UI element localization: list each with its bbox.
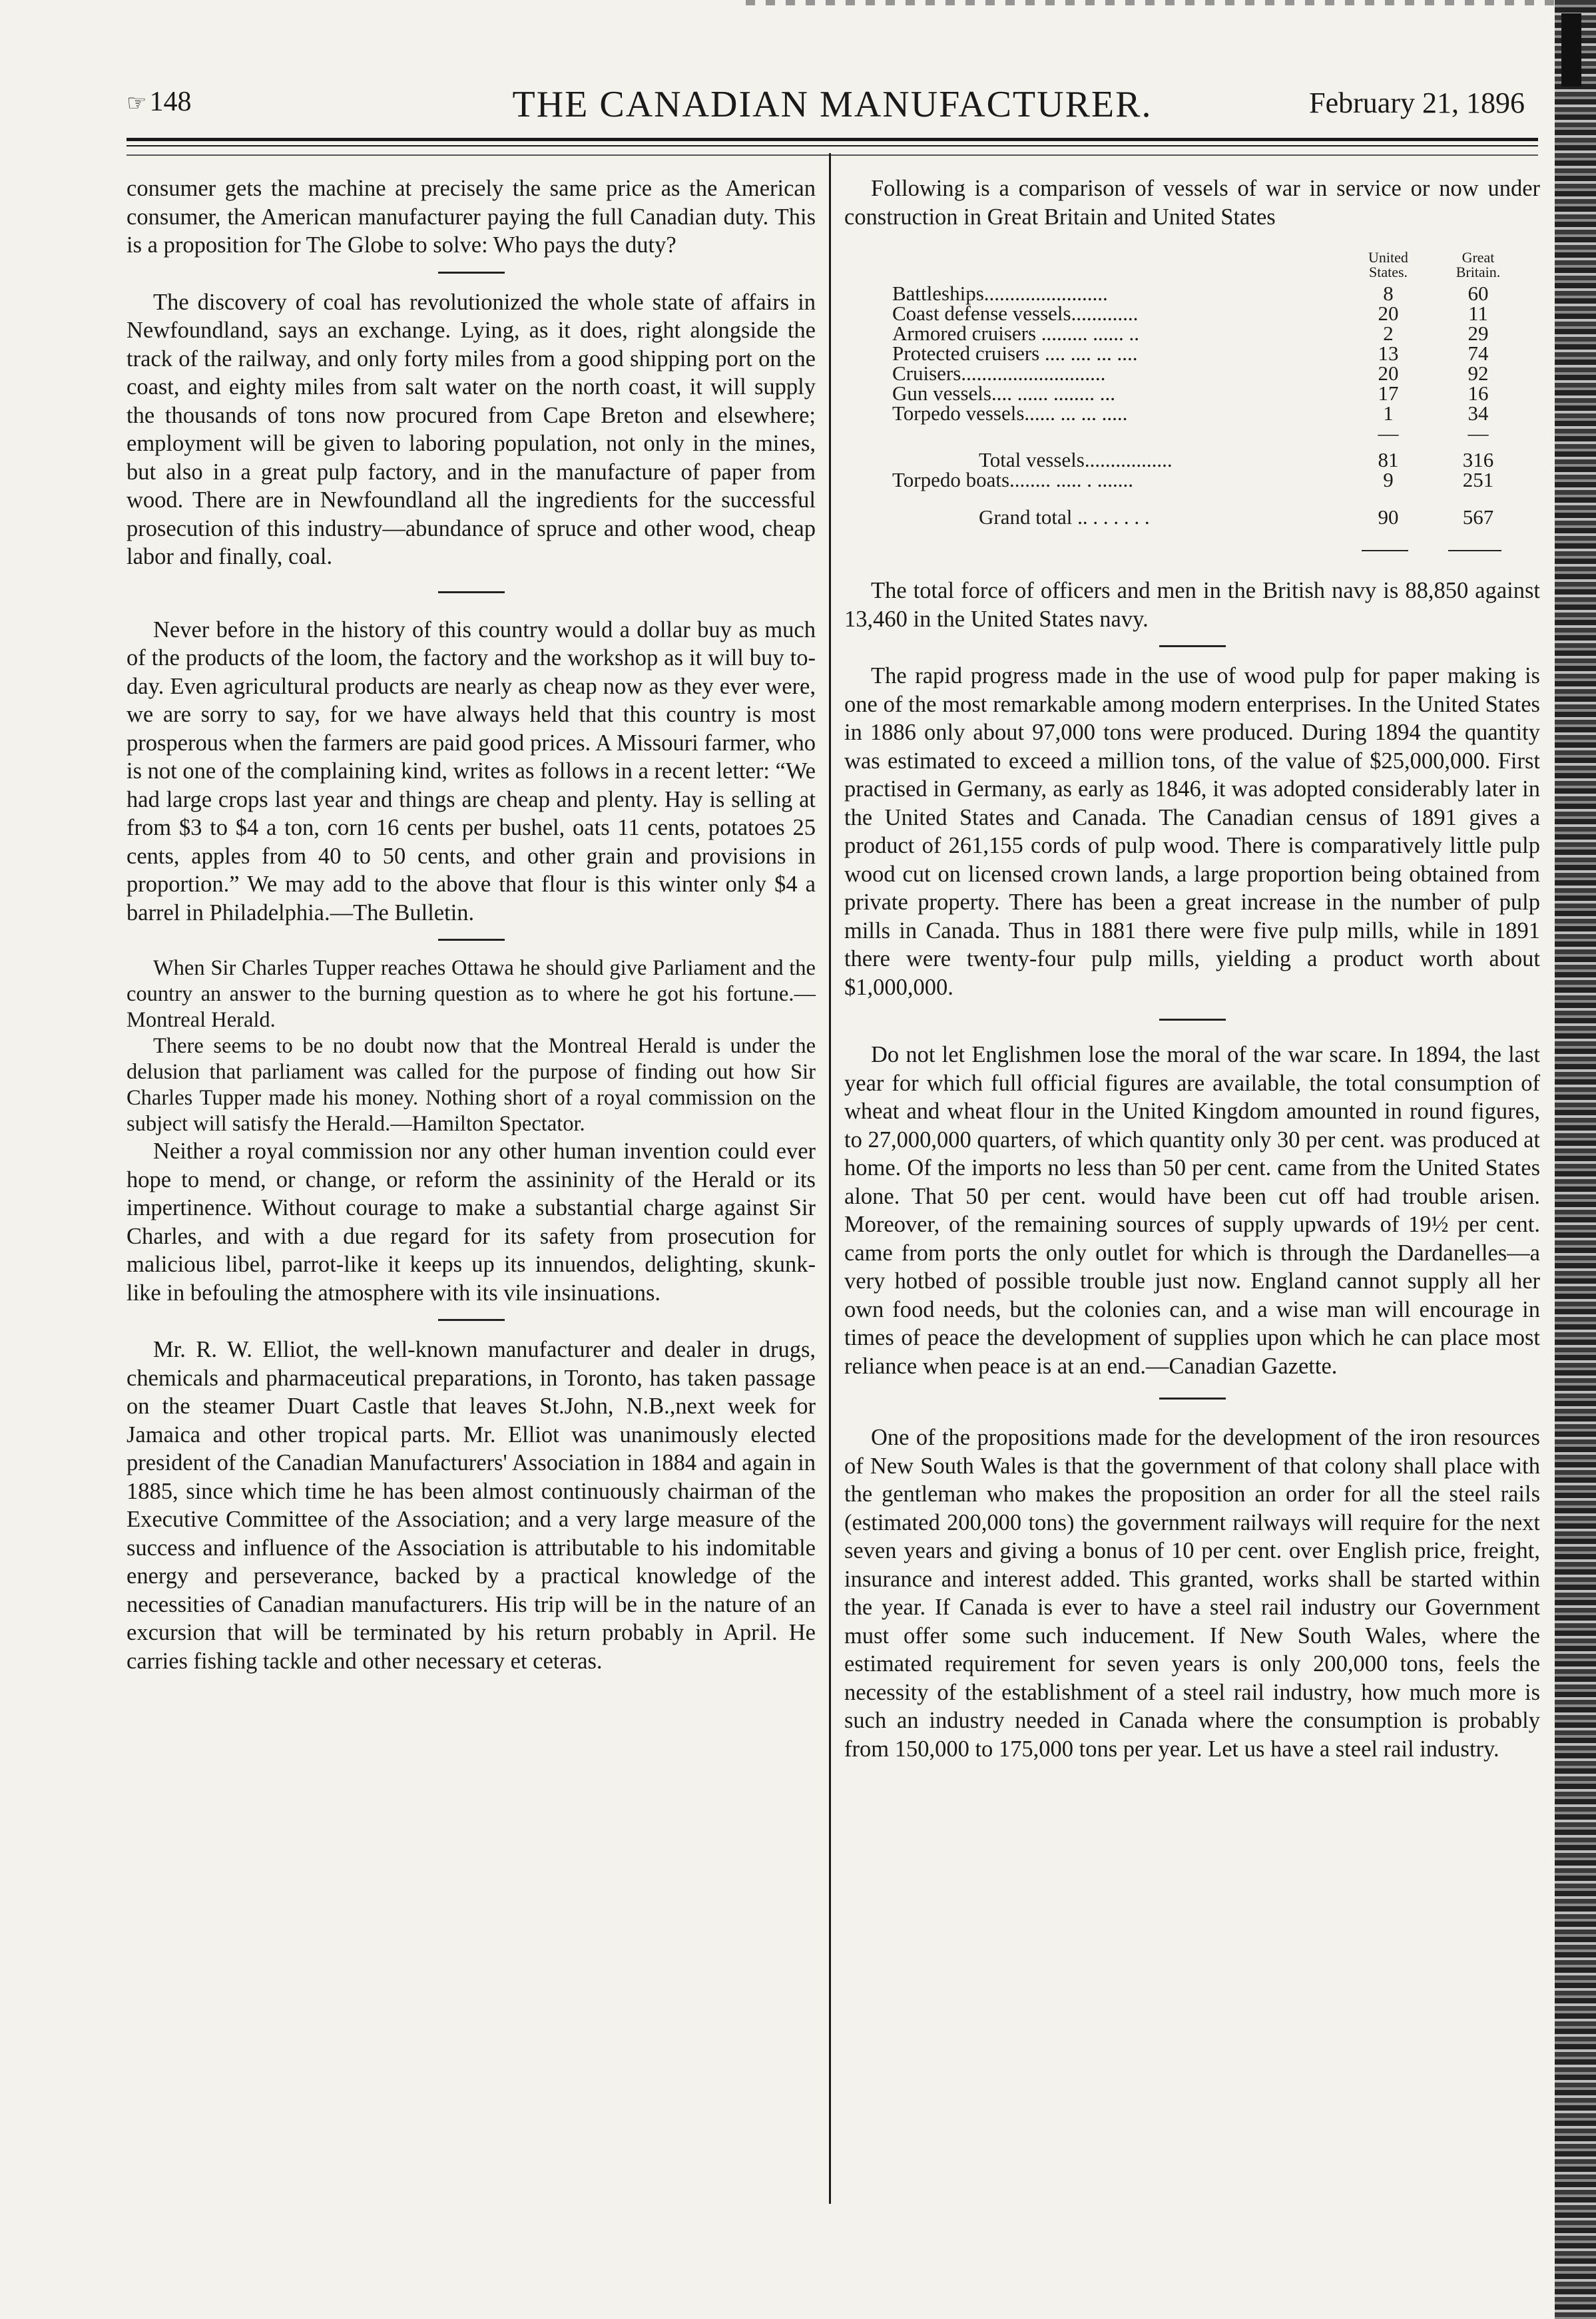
header-rule-thin-2: [127, 154, 1538, 156]
right-column-body: [844, 577, 1540, 1763]
dash-us: —: [1378, 421, 1399, 445]
table-dash-row: [892, 423, 1511, 450]
vessels-table: [892, 250, 1511, 529]
article-dollar-value: Never before in the history of this country would a dollar buy as much of the products of the loom, the factory and the workshop as it will buy to-day. Even agricultural products are nearly as cheap now as they ever were, we are sorry to say, for we have always held that this country is most prosperous when the farmers are paid good prices. A Missouri farmer, who is not one of the complaining kind, writes as follows in a recent letter: “We had large crops last year and things are cheap and plenty. Hay is selling at from $3 to $4 a ton, corn 16 cents per bushel, oats 11 cents, potatoes 25 cents, apples from 40 to 50 cents, and other grain and provisions in proportion.” We may add to the above that flour is this winter only $4 a barrel in Philadelphia.—The Bulletin.: [127, 617, 816, 925]
row-gb: 11: [1468, 302, 1488, 325]
row-gb: 92: [1467, 362, 1489, 385]
boats-us: 9: [1383, 468, 1394, 491]
column-header-gb: Great Britain.: [1456, 249, 1501, 280]
total-gb: 316: [1462, 448, 1494, 471]
table-total-row: [892, 450, 1511, 470]
row-gb: 16: [1467, 382, 1489, 405]
binding-spine-dark: [1561, 13, 1581, 87]
table-row: [892, 304, 1511, 324]
vessels-intro: Following is a comparison of vessels of war in service or now under construction in Great Britain and United States: [844, 176, 1540, 230]
article-continuation: consumer gets the machine at precisely the same price as the American consumer, the American manufacturer paying the full Canadian duty. This is a proposition for The Globe to solve: Who pays the duty?: [127, 176, 816, 258]
row-us: 1: [1383, 401, 1394, 425]
dash-gb: —: [1467, 421, 1489, 445]
row-us: 17: [1378, 382, 1399, 405]
sum-rule-gb: [1448, 550, 1501, 551]
row-us: 20: [1378, 362, 1399, 385]
table-row: [892, 324, 1511, 344]
header-rule-thin: [127, 145, 1538, 146]
column-divider: [829, 153, 831, 2204]
issue-date: February 21, 1896: [1309, 87, 1525, 119]
row-us: 2: [1383, 322, 1394, 345]
sum-rule-us: [1362, 550, 1408, 551]
article-elliot: Mr. R. W. Elliot, the well-known manufacturer and dealer in drugs, chemicals and pharmaceutical preparations, in Toronto, has taken passage on the steamer Duart Castle that leaves St.John, N.B.,next week for Jamaica and other tropical parts. Mr. Elliot was unanimously elected president of the Canadian Manufacturers' Association in 1884 and again in 1885, since which time he has been almost continuously chairman of the Executive Committee of the Association; and a very large measure of the success and influence of the Association is attributable to his indomitable energy and perseverance, backed by a practical knowledge of the necessities of Canadian manufacturers. His trip will be in the nature of an excursion that will be terminated by his return probably in April. He carries fishing tackle and other necessary et ceteras.: [127, 1337, 816, 1674]
publication-title: THE CANADIAN MANUFACTURER.: [512, 84, 1153, 125]
header-rule-thick: [127, 138, 1538, 141]
row-label: Protected cruisers .... .... ... ....: [892, 342, 1138, 365]
separator: [438, 1319, 505, 1321]
table-boats-row: [892, 470, 1511, 490]
row-gb: 60: [1467, 282, 1489, 305]
article-steel-rails: One of the propositions made for the development of the iron resources of New South Wales is that the government of that colony shall place with the gentleman who makes the proposition an order for all the steel rails (estimated 200,000 tons) the government railways will require for the next seven years and giving a bonus of 10 per cent. over English price, freight, insurance and interest added. This granted, works shall be started within the year. If Canada is ever to have a steel rail industry our Government must offer some such inducement. If New South Wales, where the estimated requirement for seven years is only 200,000 tons, feels the necessity of the establishment of a steel rail industry, how much more is such an industry needed in Canada where the consumption is probably from 150,000 to 175,000 tons per year. Let us have a steel rail industry.: [844, 1425, 1540, 1762]
table-row: [892, 384, 1511, 403]
row-label: Armored cruisers ......... ...... ..: [892, 322, 1140, 345]
separator: [1159, 1019, 1226, 1021]
column-header-us: United States.: [1368, 249, 1408, 280]
row-us: 13: [1378, 342, 1399, 365]
scan-edge-noise: [746, 0, 1558, 5]
article-wood-pulp: The rapid progress made in the use of wood pulp for paper making is one of the most remarkable among modern enterprises. In the United States in 1886 only about 97,000 tons were produced. During 1894 the quantity was estimated to exceed a million tons, of the value of $25,000,000. First practised in Germany, as early as 1846, it was adopted considerably later in the United States and Canada. The Canadian census of 1891 gives a product of 261,155 cords of pulp wood. There is comparatively little pulp wood cut on licensed crown lands, a large proportion being obtained from private property. There has been a great increase in the number of pulp mills in Canada. Thus in 1881 there were five pulp mills, while in 1891 there were twenty-four pulp mills, yielding a product worth about $1,000,000.: [844, 663, 1540, 1000]
pointing-hand-icon: ☞: [127, 91, 147, 116]
boats-gb: 251: [1462, 468, 1494, 491]
article-tupper-herald: When Sir Charles Tupper reaches Ottawa he should give Parliament and the country an answer to the burning question as to where he got his fortune.—Montreal Herald.: [127, 956, 816, 1032]
row-us: 20: [1378, 302, 1399, 325]
separator: [438, 591, 505, 593]
table-row: [892, 364, 1511, 384]
grand-label: Grand total .. . . . . . .: [979, 505, 1150, 529]
grand-gb: 567: [1462, 505, 1494, 529]
table-grand-row: [892, 507, 1511, 529]
total-us: 81: [1378, 448, 1399, 471]
row-label: Cruisers............................: [892, 362, 1106, 385]
article-tupper-spectator: There seems to be no doubt now that the Montreal Herald is under the delusion that parliament was called for the purpose of finding out how Sir Charles Tupper made his money. Nothing short of a royal commission on the subject will satisfy the Herald.—Hamilton Spectator.: [127, 1034, 816, 1136]
row-label: Battleships........................: [892, 282, 1108, 305]
total-label: Total vessels.................: [979, 448, 1173, 471]
right-column-intro: [844, 174, 1540, 231]
row-label: Torpedo vessels...... ... ... .....: [892, 401, 1128, 425]
row-gb: 34: [1467, 401, 1489, 425]
separator: [1159, 645, 1226, 647]
grand-us: 90: [1378, 505, 1399, 529]
boats-label: Torpedo boats........ ..... . .......: [892, 468, 1134, 491]
page-header: [127, 83, 1545, 136]
article-tupper-response: Neither a royal commission nor any other human invention could ever hope to mend, or change, or reform the assininity of the Herald or its impertinence. Without courage to make a substantial charge against Sir Charles, and with a due regard for its safety from prosecution for malicious libel, parrot-like it keeps up its innuendos, delighting, skunk-like in befouling the atmosphere with its vile insinuations.: [127, 1139, 816, 1306]
table-row: [892, 284, 1511, 304]
row-gb: 29: [1467, 322, 1489, 345]
row-label: Coast defense vessels.............: [892, 302, 1139, 325]
separator: [438, 939, 505, 941]
page-number: [127, 86, 191, 118]
binding-spine: [1555, 0, 1596, 2319]
table-header: [892, 250, 1511, 284]
separator: [1159, 1398, 1226, 1400]
navy-force-note: The total force of officers and men in the British navy is 88,850 against 13,460 in the United States navy.: [844, 578, 1540, 632]
row-label: Gun vessels.... ...... ........ ...: [892, 382, 1115, 405]
separator: [438, 272, 505, 274]
row-gb: 74: [1467, 342, 1489, 365]
table-row: [892, 403, 1511, 423]
article-war-scare: Do not let Englishmen lose the moral of the war scare. In 1894, the last year for which full official figures are available, the total consumption of wheat and wheat flour in the United Kingdom amounted in round figures, to 27,000,000 quarters, of which quantity only 30 per cent. was produced at home. Of the imports no less than 50 per cent. came from the United States alone. That 50 per cent. would have been cut off had trouble arisen. Moreover, of the remaining sources of supply upwards of 19½ per cent. came from ports the only outlet for which is through the Dardanelles—a very hotbed of possible trouble just now. England cannot supply all her own food needs, but the colonies can, and a wise man will encourage in times of peace the development of supplies upon which he can place most reliance when peace is at an end.—Canadian Gazette.: [844, 1042, 1540, 1379]
table-row: [892, 344, 1511, 364]
page-number-text: 148: [149, 87, 192, 117]
article-newfoundland-coal: The discovery of coal has revolutionized the whole state of affairs in Newfoundland, says an exchange. Lying, as it does, right alongside the track of the railway, and only forty miles from a good shipping port on the coast, and eighty miles from salt water on the north coast, it will supply the thousands of tons now procured from Cape Breton and elsewhere; employment will be given to laboring population, not only in the mines, but also in a great pulp factory, and in the manufacture of paper from wood. There are in Newfoundland all the ingredients for the successful prosecution of this industry—abundance of spruce and other wood, cheap labor and finally, coal.: [127, 289, 816, 569]
left-column: [127, 174, 816, 1675]
row-us: 8: [1383, 282, 1394, 305]
